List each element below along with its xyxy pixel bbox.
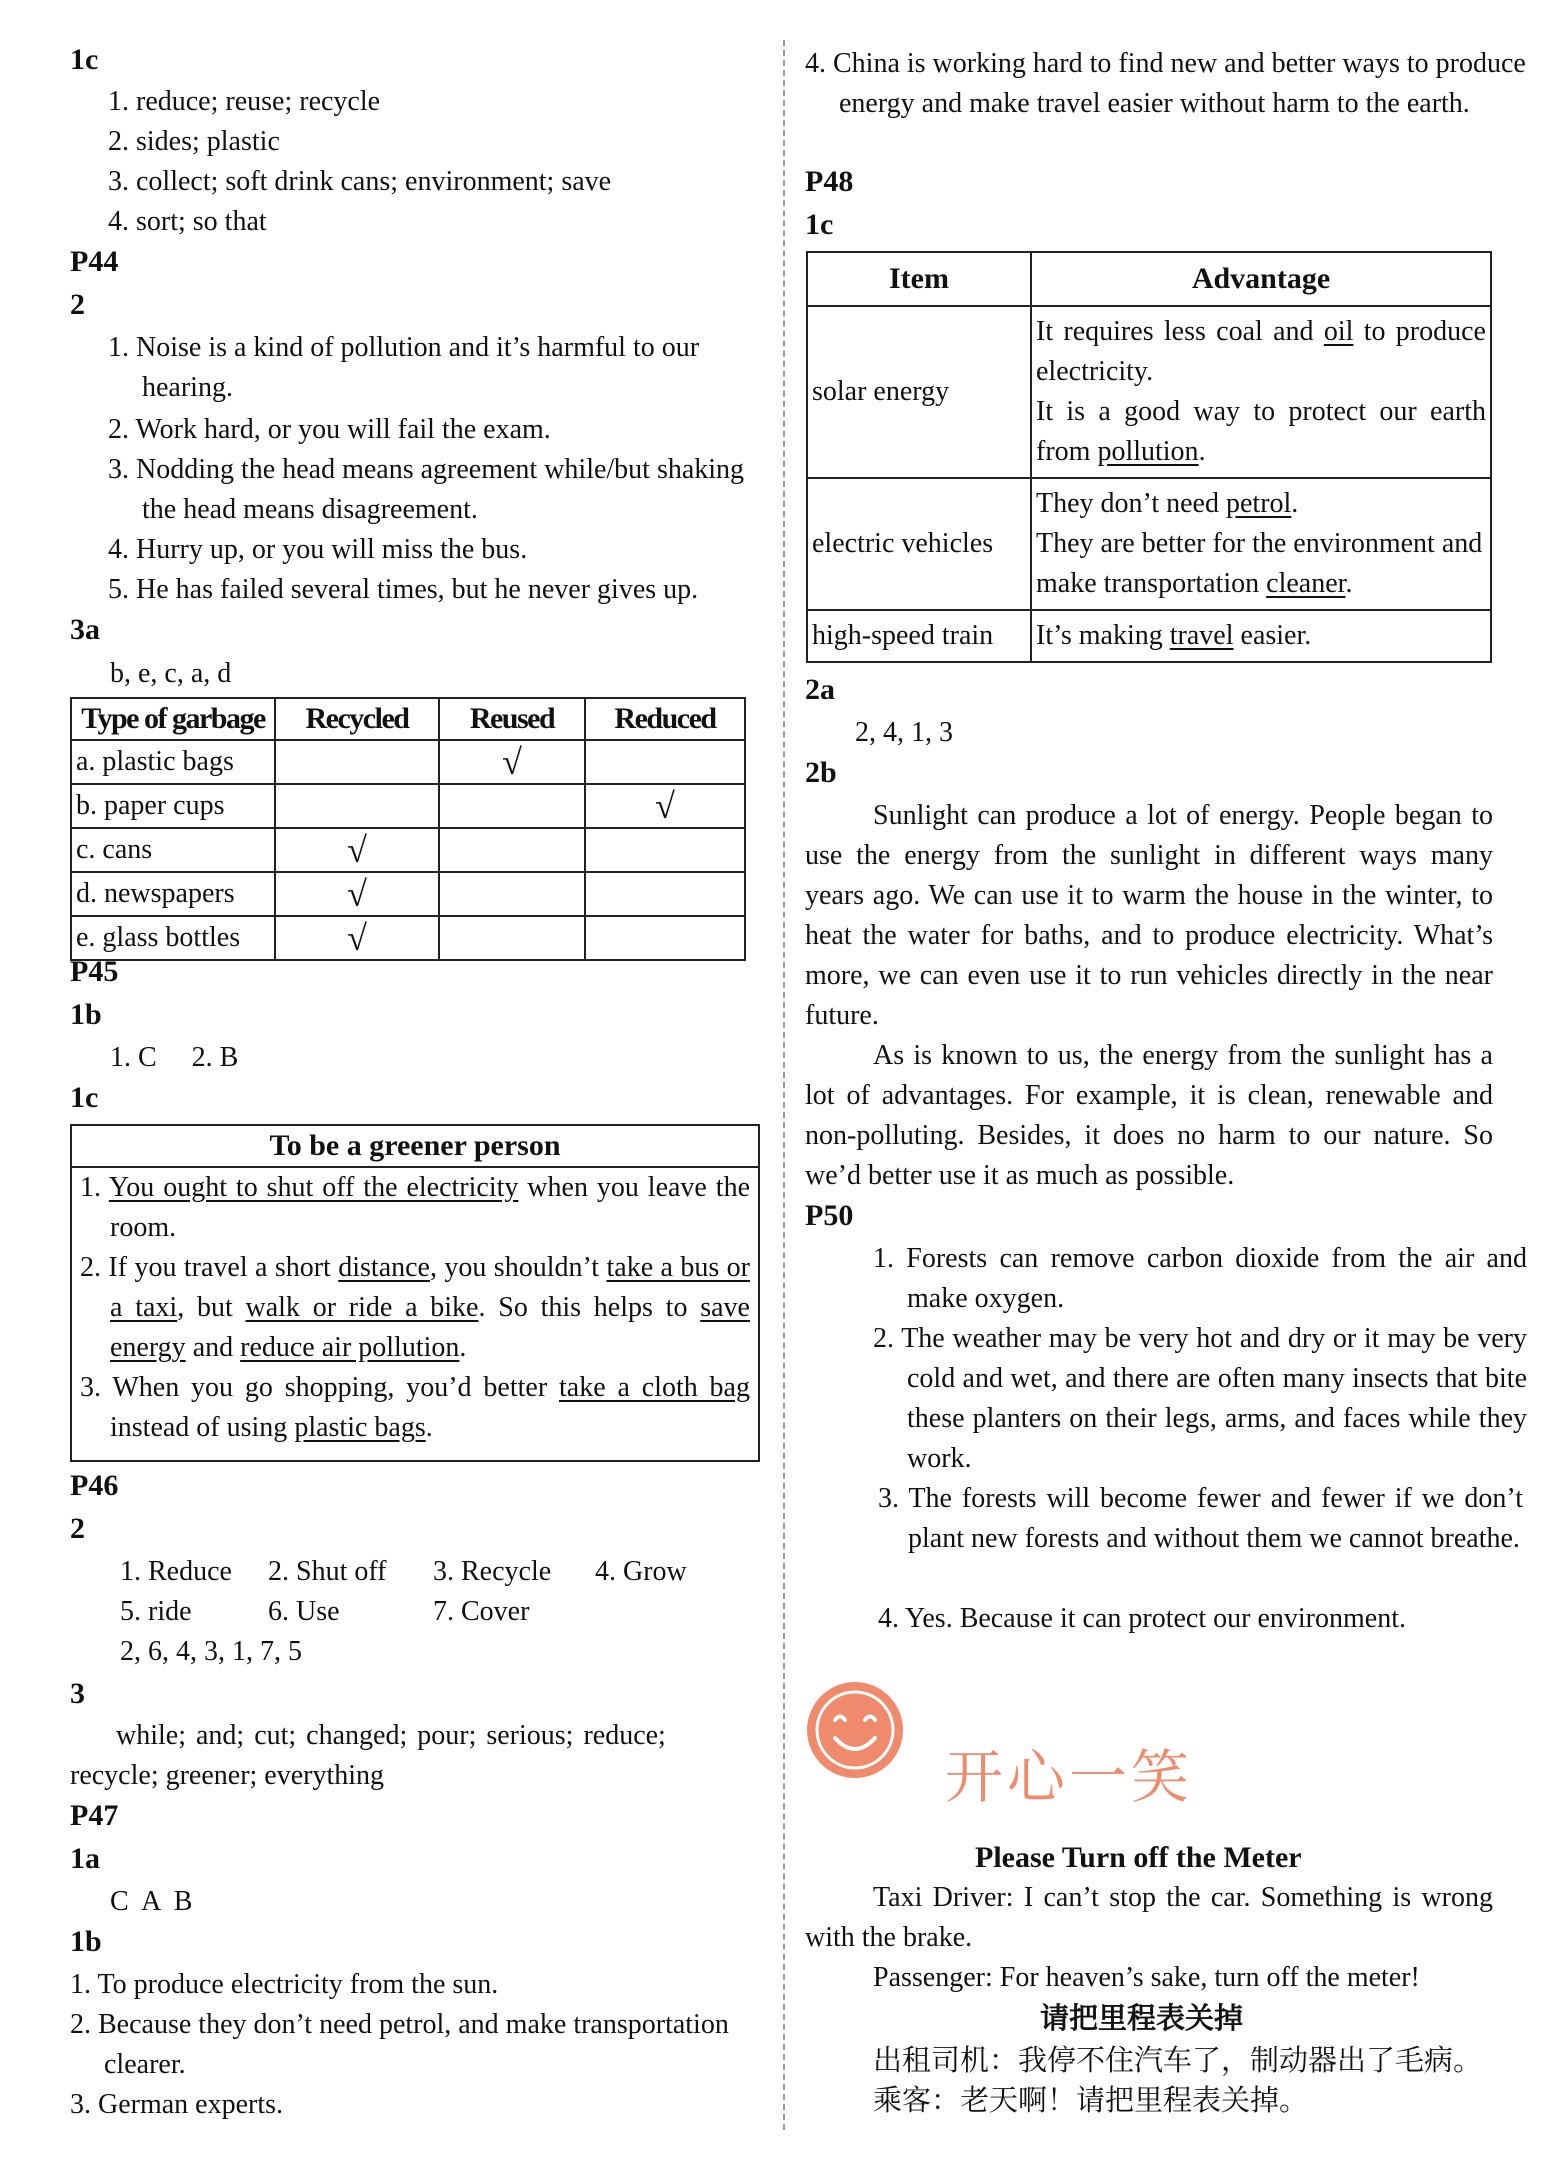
page-heading-p45: P45 (70, 955, 119, 988)
section-1a-heading: 1a (70, 1842, 100, 1875)
box-title: To be a greener person (72, 1126, 758, 1168)
check-mark (439, 872, 585, 916)
list-item: 6. Use (268, 1596, 340, 1627)
answer-sequence: 2, 6, 4, 3, 1, 7, 5 (120, 1636, 302, 1667)
page-heading-p47: P47 (70, 1799, 119, 1832)
table-row (71, 740, 745, 784)
section-1b-heading: 1b (70, 998, 102, 1031)
page-heading-p48: P48 (805, 165, 854, 198)
list-item: 4. sort; so that (108, 206, 267, 237)
page-heading-p50: P50 (805, 1199, 854, 1232)
logo-text: 开心一笑 (945, 1743, 1194, 1811)
column-header: Item (807, 252, 1031, 306)
table-row (807, 610, 1491, 662)
answer-sequence: 1. C 2. B (110, 1042, 239, 1073)
table-cell: high-speed train (807, 610, 1031, 662)
check-mark (585, 916, 745, 960)
table-cell: e. glass bottles (71, 916, 275, 960)
check-mark (585, 740, 745, 784)
answer-sequence: C A B (110, 1886, 193, 1917)
paragraph: As is known to us, the energy from the sunlight has a lot of advantages. For example, it is clean, renewable and non-polluting. Besides, it does no harm to our nature. So we’d better use it as much as possible. (805, 1040, 1493, 1191)
page-heading-p44: P44 (70, 245, 119, 278)
list-item: 3. collect; soft drink cans; environment; save (108, 166, 612, 197)
list-item: 1. Forests can remove carbon dioxide from the air and make oxygen. (873, 1243, 1527, 1314)
list-item: 1. Reduce (120, 1556, 232, 1587)
check-mark: √ (439, 740, 585, 784)
list-item: 4. Yes. Because it can protect our environment. (878, 1603, 1406, 1634)
table-row (71, 916, 745, 960)
column-header: Recycled (275, 698, 439, 740)
column-header: Type of garbage (71, 698, 275, 740)
section-2b-heading: 2b (805, 756, 837, 789)
paragraph: Taxi Driver: I can’t stop the car. Something is wrong with the brake. (805, 1882, 1493, 1953)
section-2a-heading: 2a (805, 673, 835, 706)
list-item: 1. To produce electricity from the sun. (70, 1969, 499, 2000)
list-item: 7. Cover (433, 1596, 530, 1627)
list-item: 2. The weather may be very hot and dry or it may be very cold and wet, and there are often many insects that bite these planters on their legs, arms, and faces while they work. (873, 1323, 1527, 1474)
table-cell: They don’t need petrol. They are better for the environment and make transportation cleaner. (1031, 478, 1491, 610)
check-mark (439, 916, 585, 960)
table-cell: a. plastic bags (71, 740, 275, 784)
list-item: 3. The forests will become fewer and fewer if we don’t plant new forests and without them we cannot breathe. (878, 1483, 1523, 1554)
list-item: 3. German experts. (70, 2089, 284, 2120)
joke-title: Please Turn off the Meter (975, 1841, 1302, 1874)
section-1b-heading: 1b (70, 1925, 102, 1958)
section-1c-heading: 1c (70, 1081, 99, 1114)
section-1c-heading: 1c (70, 43, 99, 76)
list-item: 4. China is working hard to find new and better ways to produce energy and make travel easier without harm to the earth. (805, 48, 1526, 119)
greener-person-box (70, 1124, 760, 1462)
section-2-heading: 2 (70, 1512, 85, 1545)
check-mark: √ (275, 872, 439, 916)
section-3a-heading: 3a (70, 613, 100, 646)
table-row (71, 828, 745, 872)
answer-sequence: b, e, c, a, d (110, 658, 232, 689)
advantage-table (806, 251, 1492, 663)
joke-title-zh: 请把里程表关掉 (1040, 2001, 1244, 2035)
list-item: 4. Hurry up, or you will miss the bus. (108, 534, 528, 565)
table-cell: electric vehicles (807, 478, 1031, 610)
list-item: 1. Noise is a kind of pollution and it’s harmful to our hearing. (108, 332, 700, 403)
list-item: 2. Because they don’t need petrol, and make transportation clearer. (70, 2009, 729, 2080)
column-header: Advantage (1031, 252, 1491, 306)
check-mark: √ (275, 916, 439, 960)
paragraph: Passenger: For heaven’s sake, turn off the meter! (873, 1962, 1420, 1993)
list-item: 2. sides; plastic (108, 126, 280, 157)
check-mark (275, 784, 439, 828)
check-mark (439, 784, 585, 828)
check-mark (439, 828, 585, 872)
table-cell: d. newspapers (71, 872, 275, 916)
table-row (71, 784, 745, 828)
list-item: 4. Grow (595, 1556, 687, 1587)
list-item: 3. Nodding the head means agreement while/but shaking the head means disagreement. (108, 454, 745, 525)
paragraph: 出租司机：我停不住汽车了，制动器出了毛病。 (873, 2043, 1483, 2077)
table-row (71, 872, 745, 916)
list-item: 2. Shut off (268, 1556, 387, 1587)
list-item: 2. If you travel a short distance, you shouldn’t take a bus or a taxi, but walk or ride a bike. So this helps to save energy and reduce air pollution. (80, 1252, 750, 1363)
column-header: Reduced (585, 698, 745, 740)
check-mark (585, 828, 745, 872)
list-item: 5. He has failed several times, but he never gives up. (108, 574, 699, 605)
garbage-table (70, 697, 746, 961)
smiley-icon (805, 1680, 905, 1780)
table-row (807, 306, 1491, 478)
table-cell: b. paper cups (71, 784, 275, 828)
page-heading-p46: P46 (70, 1469, 119, 1502)
list-item: 2. Work hard, or you will fail the exam. (108, 414, 551, 445)
table-cell: It’s making travel easier. (1031, 610, 1491, 662)
section-1c-heading: 1c (805, 208, 834, 241)
list-item: 3. Recycle (433, 1556, 552, 1587)
table-cell: c. cans (71, 828, 275, 872)
check-mark: √ (585, 784, 745, 828)
answer-text: while; and; cut; changed; pour; serious; reduce; (116, 1720, 666, 1751)
answer-text: recycle; greener; everything (70, 1760, 385, 1791)
paragraph: Sunlight can produce a lot of energy. People began to use the energy from the sunlight in different ways many years ago. We can use it to warm the house in the winter, to heat the water for baths, and to produce electricity. What’s more, we can even use it to run vehicles directly in the near future. (805, 800, 1493, 1031)
table-row (807, 478, 1491, 610)
table-cell: solar energy (807, 306, 1031, 478)
column-header: Reused (439, 698, 585, 740)
list-item: 1. reduce; reuse; recycle (108, 86, 381, 117)
section-2-heading: 2 (70, 288, 85, 321)
section-3-heading: 3 (70, 1677, 85, 1710)
check-mark (585, 872, 745, 916)
check-mark: √ (275, 828, 439, 872)
answer-sequence: 2, 4, 1, 3 (855, 717, 953, 748)
check-mark (275, 740, 439, 784)
list-item: 1. You ought to shut off the electricity when you leave the room. (80, 1172, 750, 1243)
paragraph: 乘客：老天啊！请把里程表关掉。 (873, 2083, 1309, 2117)
table-cell: It requires less coal and oil to produce electricity. It is a good way to protect our earth from pollution. (1031, 306, 1491, 478)
list-item: 3. When you go shopping, you’d better take a cloth bag instead of using plastic bags. (80, 1372, 750, 1443)
list-item: 5. ride (120, 1596, 192, 1627)
